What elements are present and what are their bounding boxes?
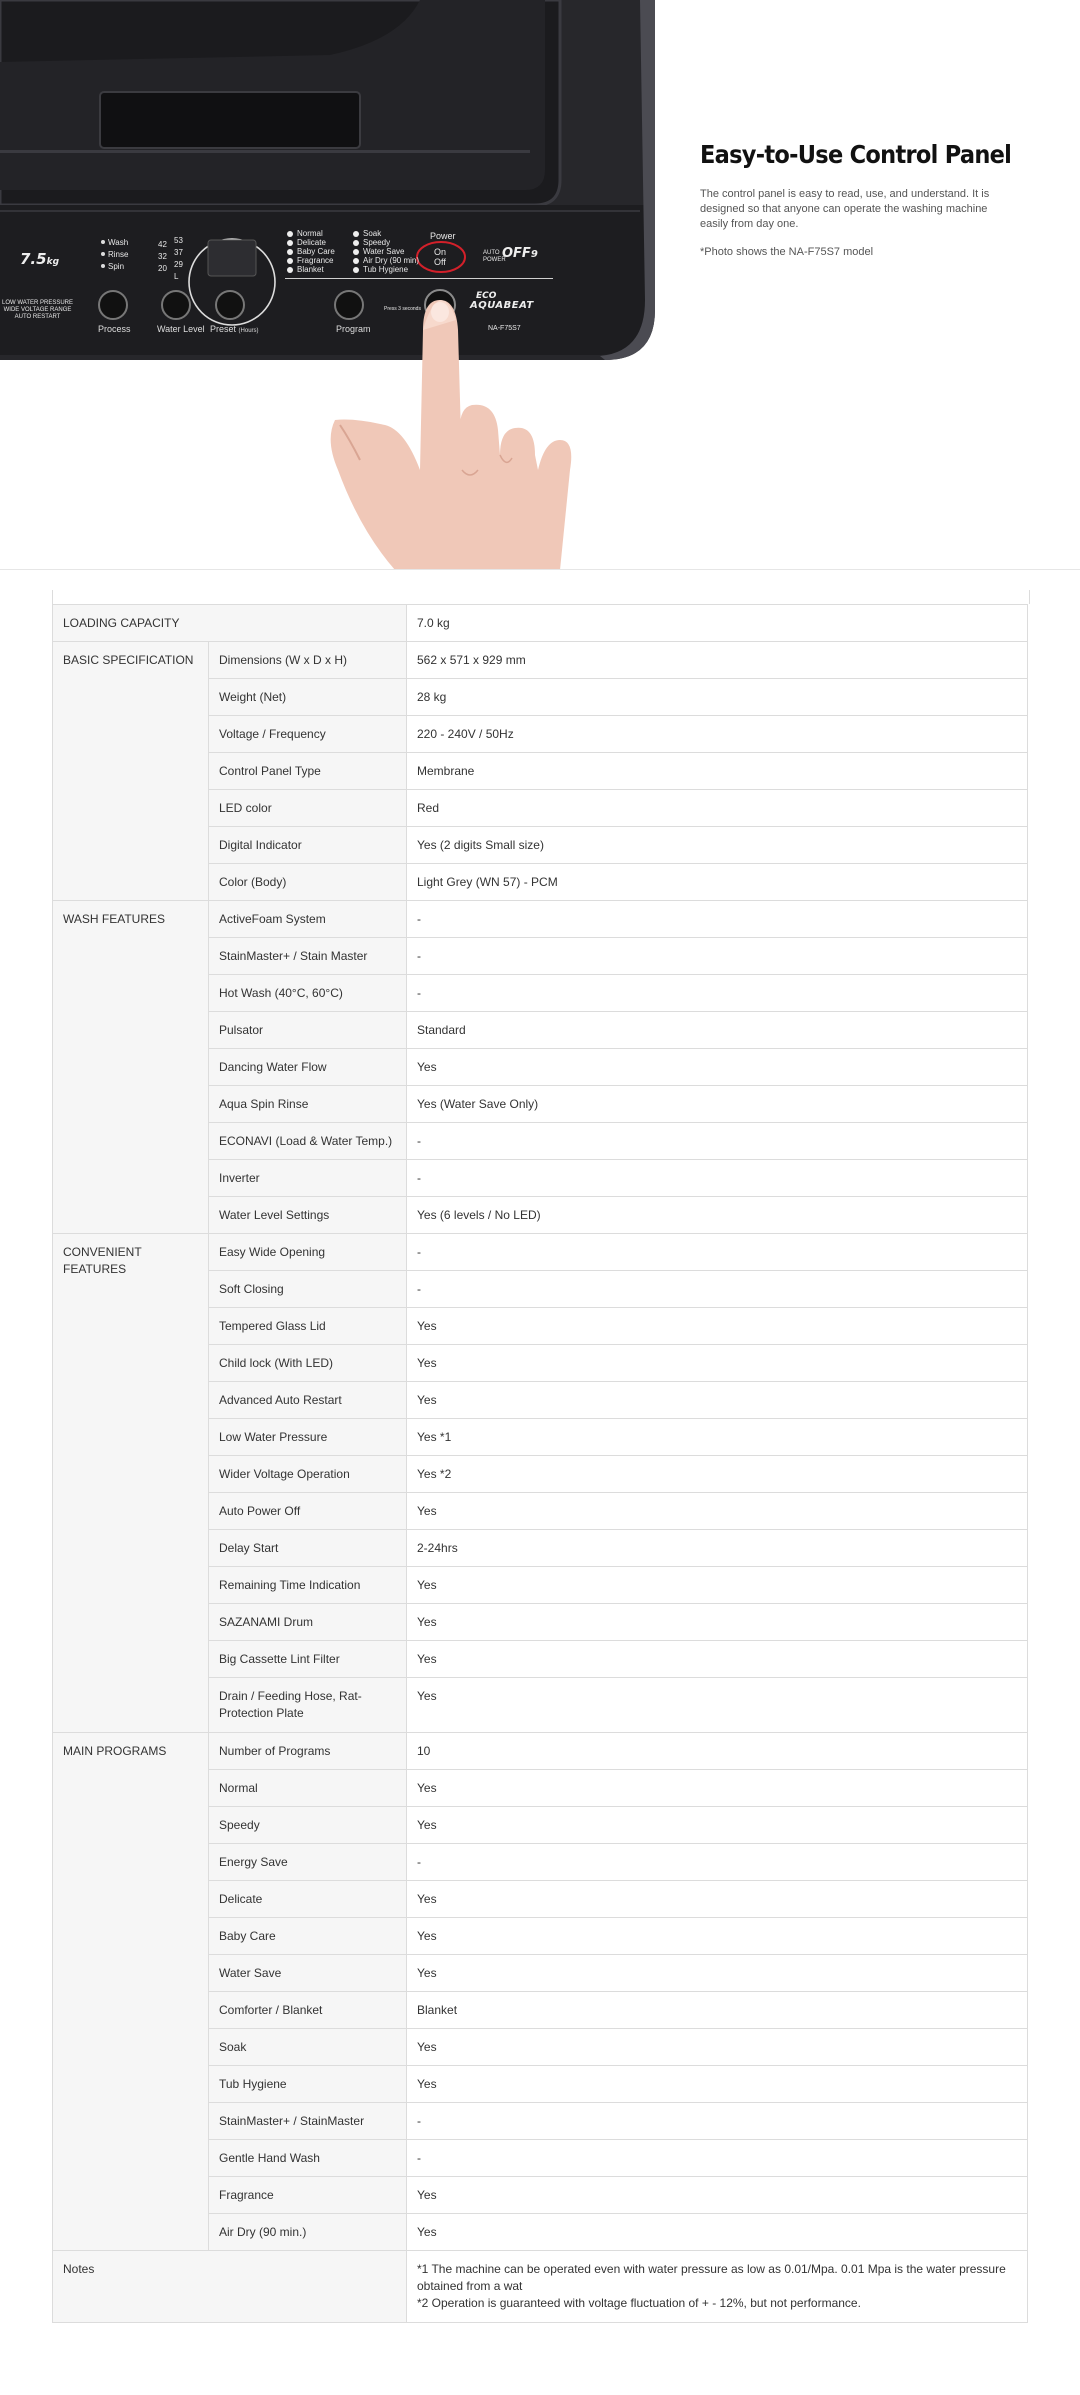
spec-value: Yes [407,1049,1028,1086]
spec-label: Voltage / Frequency [209,716,407,753]
table-row [53,901,1028,938]
spec-label: Dancing Water Flow [209,1049,407,1086]
spec-value: Red [407,790,1028,827]
spec-value: - [407,2103,1028,2140]
spec-value: Blanket [407,1992,1028,2029]
hero-title: Easy-to-Use Control Panel [700,140,1012,169]
hero-divider [0,569,1080,570]
program-button-label: Program [336,324,371,334]
spec-label: Speedy [209,1807,407,1844]
hero-text [700,140,1012,258]
spec-value: - [407,1234,1028,1271]
spec-category: CONVENIENT FEATURES [53,1234,209,1733]
spec-value: Yes [407,1567,1028,1604]
spec-label: Child lock (With LED) [209,1345,407,1382]
water-level-42: 42 [158,240,167,249]
spec-value: Yes [407,1308,1028,1345]
power-off-label: Off [434,257,446,267]
water-level-20: 20 [158,264,167,273]
spec-row-notes [53,2251,1028,2323]
hero-section [0,0,1080,570]
spec-value: - [407,901,1028,938]
program-tub-hygiene: Tub Hygiene [363,265,409,274]
spec-value: 2-24hrs [407,1530,1028,1567]
spec-label: Tempered Glass Lid [209,1308,407,1345]
spec-label: ECONAVI (Load & Water Temp.) [209,1123,407,1160]
spec-label: StainMaster+ / Stain Master [209,938,407,975]
model-label: NA-F75S7 [488,325,521,332]
table-row [53,1234,1028,1271]
spec-label: Remaining Time Indication [209,1567,407,1604]
spec-value: Yes [407,2177,1028,2214]
spec-label: Easy Wide Opening [209,1234,407,1271]
spec-label: Delay Start [209,1530,407,1567]
spec-value: Yes [407,1881,1028,1918]
spec-label: Auto Power Off [209,1493,407,1530]
spec-value: - [407,1844,1028,1881]
spec-value: Yes [407,1807,1028,1844]
spec-label: Pulsator [209,1012,407,1049]
spec-label: Soak [209,2029,407,2066]
spec-category: WASH FEATURES [53,901,209,1234]
water-level-l: L [174,272,179,281]
spec-label: Normal [209,1770,407,1807]
spec-value: - [407,1123,1028,1160]
program-blanket: Blanket [297,265,324,274]
spec-value: Yes (6 levels / No LED) [407,1197,1028,1234]
spec-label: Hot Wash (40°C, 60°C) [209,975,407,1012]
program-soak: Soak [363,229,382,238]
spec-category: LOADING CAPACITY [53,605,407,642]
program-fragrance: Fragrance [297,256,334,265]
program-water-save: Water Save [363,247,405,256]
spec-value: 220 - 240V / 50Hz [407,716,1028,753]
spec-value: - [407,2140,1028,2177]
spec-value: Yes [407,2029,1028,2066]
brand-eco: ECO [476,291,497,301]
spec-label: Low Water Pressure [209,1419,407,1456]
spec-value: Yes [407,2066,1028,2103]
spec-label: Advanced Auto Restart [209,1382,407,1419]
spec-row-loading-capacity [53,605,1028,642]
spec-value: 28 kg [407,679,1028,716]
spec-label: ActiveFoam System [209,901,407,938]
spec-label: SAZANAMI Drum [209,1604,407,1641]
spec-value: - [407,1271,1028,1308]
auto-power-label: AUTO POWER [483,250,506,263]
power-label: Power [430,231,456,241]
spec-value: 7.0 kg [407,605,1028,642]
spec-value: Light Grey (WN 57) - PCM [407,864,1028,901]
spec-label: Inverter [209,1160,407,1197]
spec-label: Water Level Settings [209,1197,407,1234]
spec-label: Baby Care [209,1918,407,1955]
wash-indicator: Wash [108,238,129,247]
spec-label: Soft Closing [209,1271,407,1308]
spec-label: Control Panel Type [209,753,407,790]
hero-photo-note: *Photo shows the NA-F75S7 model [700,246,874,258]
spec-value: Membrane [407,753,1028,790]
spec-value: Yes [407,1493,1028,1530]
spec-label: Delicate [209,1881,407,1918]
water-level-button-label: Water Level [157,324,205,334]
spec-value: Yes [407,1382,1028,1419]
spec-value: Yes [407,1345,1028,1382]
spec-value: 10 [407,1733,1028,1770]
spec-label: Number of Programs [209,1733,407,1770]
power-on-label: On [434,247,447,257]
spec-label: Water Save [209,1955,407,1992]
spec-value: - [407,975,1028,1012]
spec-label: StainMaster+ / StainMaster [209,2103,407,2140]
spec-value: - [407,938,1028,975]
spec-label: Digital Indicator [209,827,407,864]
notes-value [407,2251,1028,2323]
water-level-53: 53 [174,236,183,245]
program-baby-care: Baby Care [297,247,335,256]
note-line: *2 Operation is guaranteed with voltage fluctuation of + - 12%, but not performance. [417,2296,861,2310]
spec-label: Aqua Spin Rinse [209,1086,407,1123]
spec-value: Yes [407,1955,1028,1992]
spec-value: Yes *2 [407,1456,1028,1493]
spec-label: Big Cassette Lint Filter [209,1641,407,1678]
hero-description: The control panel is easy to read, use, and understand. It is designed so that anyone can operate the washing machine easily from day one. [700,188,990,230]
spec-value: Standard [407,1012,1028,1049]
spec-value: Yes (2 digits Small size) [407,827,1028,864]
program-delicate: Delicate [297,238,326,247]
left-feature-labels: LOW WATER PRESSURE WIDE VOLTAGE RANGE AUTO RESTART [2,300,74,320]
program-speedy: Speedy [363,238,391,247]
spec-label: Weight (Net) [209,679,407,716]
table-top-gap [52,590,1030,604]
spec-label: Dimensions (W x D x H) [209,642,407,679]
auto-power-off-badge: OFF9 [502,246,538,261]
spec-value: Yes [407,1770,1028,1807]
spec-label: Comforter / Blanket [209,1992,407,2029]
washing-machine-image [0,0,700,570]
rinse-indicator: Rinse [108,250,129,259]
preset-button-label: Preset (Hours) [210,324,259,334]
spec-value: Yes [407,1918,1028,1955]
spec-category: MAIN PROGRAMS [53,1733,209,2251]
water-level-29: 29 [174,260,183,269]
spec-value: 562 x 571 x 929 mm [407,642,1028,679]
spec-value: Yes *1 [407,1419,1028,1456]
spec-category: BASIC SPECIFICATION [53,642,209,901]
spec-label: LED color [209,790,407,827]
spec-label: Tub Hygiene [209,2066,407,2103]
notes-label: Notes [53,2251,407,2323]
spec-value: Yes [407,1641,1028,1678]
press-hint: Press 3 seconds [384,306,421,312]
process-button-label: Process [98,324,131,334]
table-row [53,642,1028,679]
brand-aquabeat: AQUABEAT [470,300,534,311]
capacity-label: 7.5kg [20,250,60,268]
water-level-37: 37 [174,248,183,257]
table-row [53,1733,1028,1770]
spec-label: Drain / Feeding Hose, Rat-Protection Plate [209,1678,407,1733]
spec-label: Color (Body) [209,864,407,901]
spec-label: Energy Save [209,1844,407,1881]
spec-value: Yes (Water Save Only) [407,1086,1028,1123]
program-air-dry: Air Dry (90 min) [363,256,420,265]
spec-label: Wider Voltage Operation [209,1456,407,1493]
spec-value: Yes [407,1678,1028,1733]
spin-indicator: Spin [108,262,125,271]
note-line: *1 The machine can be operated even with water pressure as low as 0.01/Mpa. 0.01 Mpa is the water pressure obtained from a wat [417,2262,1006,2293]
water-level-32: 32 [158,252,167,261]
spec-label: Fragrance [209,2177,407,2214]
spec-value: - [407,1160,1028,1197]
spec-value: Yes [407,1604,1028,1641]
spec-table [52,604,1028,2323]
spec-label: Gentle Hand Wash [209,2140,407,2177]
spec-value: Yes [407,2214,1028,2251]
program-normal: Normal [297,229,323,238]
spec-label: Air Dry (90 min.) [209,2214,407,2251]
